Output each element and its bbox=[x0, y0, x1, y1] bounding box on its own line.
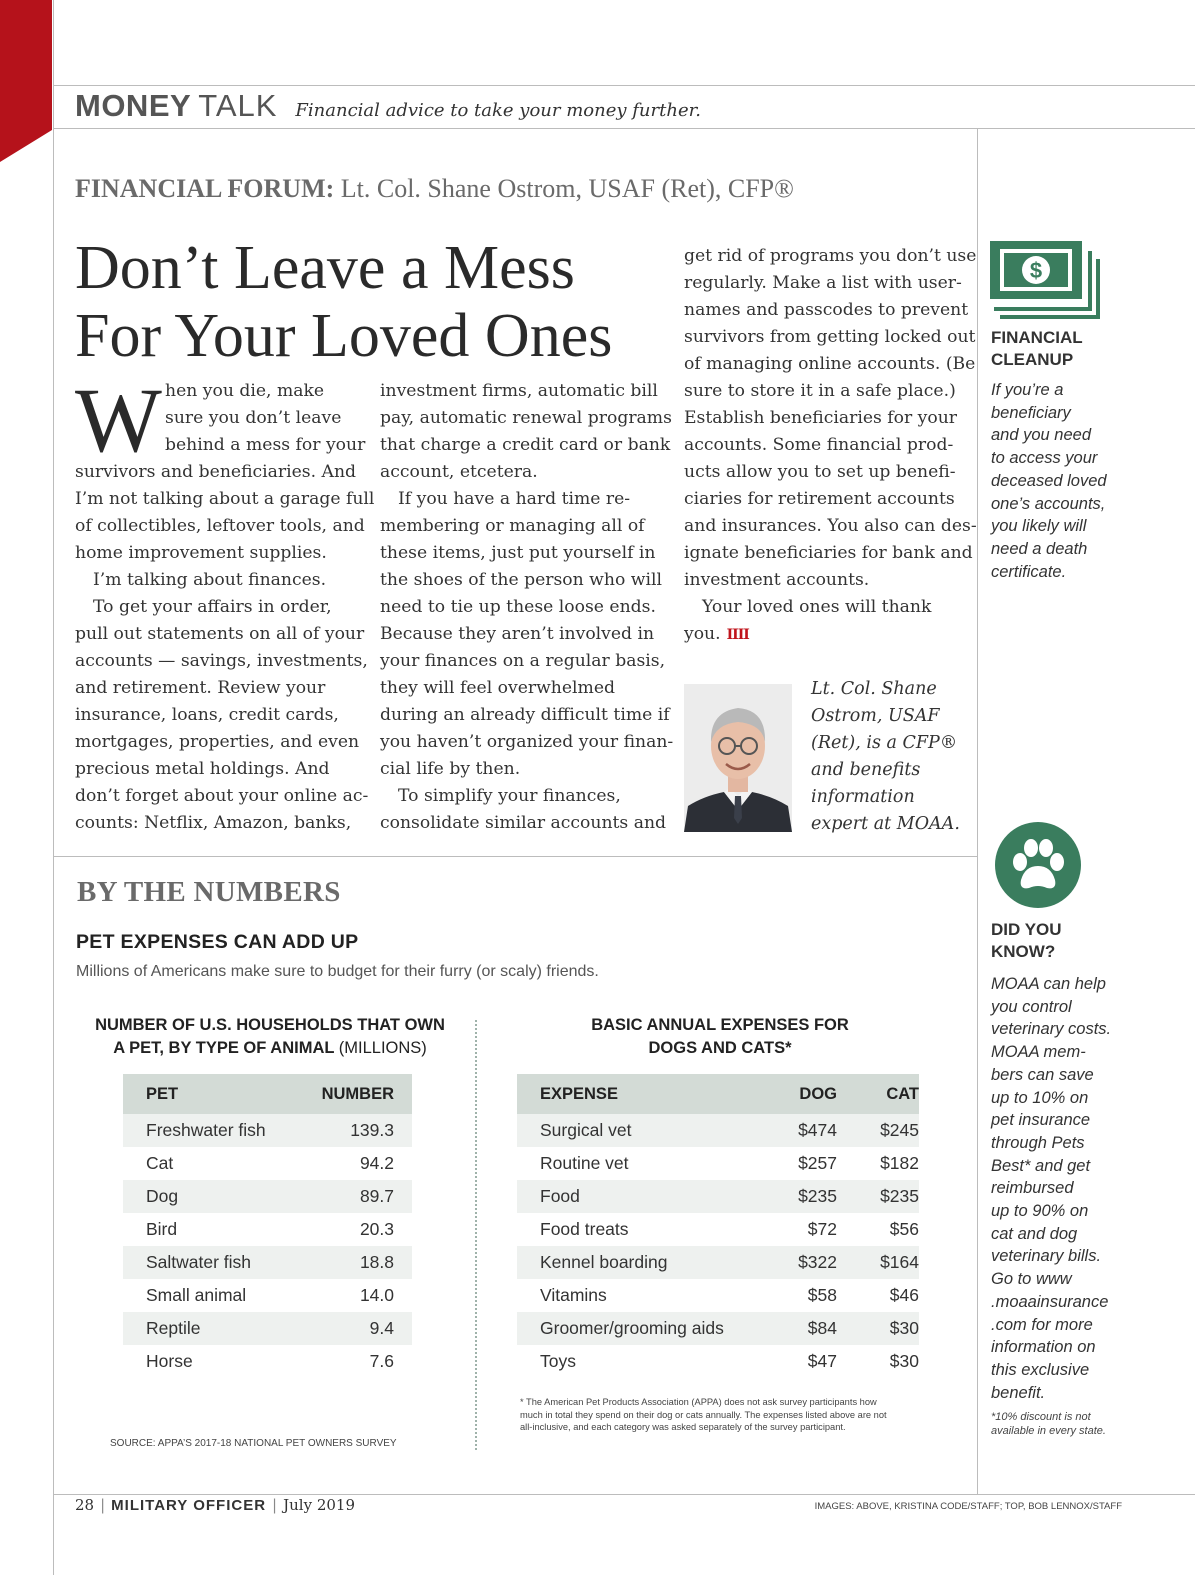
author-bio bbox=[811, 676, 960, 838]
table-cell: 89.7 bbox=[359, 1186, 394, 1206]
table-row bbox=[517, 1213, 919, 1246]
article-line: accounts — savings, investments, bbox=[75, 651, 368, 671]
article-line: Establish beneficiaries for your bbox=[684, 408, 958, 428]
footnote-line: much in total they spend on their dog or cats annually. The expenses listed above are not bbox=[520, 1409, 887, 1420]
section-header bbox=[75, 88, 701, 128]
did-you-know-body-line: reimbursed bbox=[991, 1179, 1074, 1198]
cleanup-body-line: certificate. bbox=[991, 562, 1067, 581]
table-cell: Reptile bbox=[146, 1318, 201, 1338]
article-line: ignate beneficiaries for bank and bbox=[684, 543, 973, 563]
did-you-know-body-line: this exclusive bbox=[991, 1360, 1090, 1379]
article-line: investment firms, automatic bill bbox=[380, 381, 658, 401]
article-column-2 bbox=[380, 378, 674, 837]
article-line: your finances on a regular basis, bbox=[380, 651, 666, 671]
article-line: sure to store it in a safe place.) bbox=[684, 381, 956, 401]
article-line: I’m talking about finances. bbox=[93, 570, 327, 590]
table-row bbox=[517, 1114, 919, 1147]
author-bio-line: information bbox=[811, 787, 915, 807]
byline-label: FINANCIAL FORUM: bbox=[75, 174, 335, 203]
article-title-line: Don’t Leave a Mess bbox=[75, 234, 575, 302]
author-bio-line: expert at MOAA. bbox=[811, 814, 960, 834]
households-title-line: NUMBER OF U.S. HOUSEHOLDS THAT OWN bbox=[95, 1016, 445, 1034]
did-you-know-body-line: benefit. bbox=[991, 1383, 1046, 1402]
infographic-title: PET EXPENSES CAN ADD UP bbox=[76, 931, 359, 953]
sidebar-rule bbox=[977, 128, 978, 1494]
did-you-know-heading-line: DID YOU bbox=[991, 920, 1062, 939]
article-line: ciaries for retirement accounts bbox=[684, 489, 955, 509]
header-bottom-rule bbox=[53, 128, 1195, 129]
did-you-know-body-line: Go to www bbox=[991, 1270, 1072, 1289]
did-you-know-note-line: available in every state. bbox=[991, 1425, 1106, 1438]
article-bottom-rule bbox=[53, 856, 977, 857]
did-you-know-body-line: information on bbox=[991, 1338, 1096, 1357]
table-cell: $46 bbox=[889, 1285, 919, 1305]
table-cell: $245 bbox=[880, 1120, 919, 1140]
table-cell: Routine vet bbox=[540, 1153, 629, 1173]
article-line: insurance, loans, credit cards, bbox=[75, 705, 339, 725]
did-you-know-body-line: up to 90% on bbox=[991, 1202, 1089, 1221]
did-you-know-body-line: veterinary bills. bbox=[991, 1247, 1102, 1266]
did-you-know-body-line: cat and dog bbox=[991, 1224, 1078, 1243]
table-cell: Saltwater fish bbox=[146, 1252, 252, 1272]
section-title-light: TALK bbox=[198, 88, 278, 123]
table-cell: $47 bbox=[807, 1351, 837, 1371]
article-column-1 bbox=[75, 369, 375, 837]
did-you-know-body-line: pet insurance bbox=[991, 1111, 1091, 1130]
table-cell: $235 bbox=[880, 1186, 919, 1206]
table-cell: Horse bbox=[146, 1351, 193, 1371]
article-line: home improvement supplies. bbox=[75, 543, 327, 563]
article-line: during an already difficult time if bbox=[380, 705, 670, 725]
article-line: behind a mess for your bbox=[165, 435, 366, 455]
article-line: you haven’t organized your finan- bbox=[380, 732, 674, 752]
did-you-know-heading-line: KNOW? bbox=[991, 942, 1056, 961]
did-you-know-body-line: through Pets bbox=[991, 1133, 1085, 1152]
cleanup-body-line: need a death bbox=[991, 539, 1088, 558]
cleanup-sidebar bbox=[991, 327, 1107, 583]
article-line: Because they aren’t involved in bbox=[380, 624, 655, 644]
article-line: account, etcetera. bbox=[380, 462, 538, 482]
article-line: sure you don’t leave bbox=[165, 408, 342, 428]
did-you-know-heading bbox=[991, 919, 1111, 963]
cleanup-body-line: deceased loved bbox=[991, 471, 1107, 490]
article-line: accounts. Some financial prod- bbox=[684, 435, 954, 455]
article-line: counts: Netflix, Amazon, banks, bbox=[75, 813, 352, 833]
article-line: don’t forget about your online ac- bbox=[75, 786, 369, 806]
did-you-know-note-line: *10% discount is not bbox=[991, 1411, 1091, 1424]
section-title-bold: MONEY bbox=[75, 88, 192, 123]
table-row bbox=[517, 1246, 919, 1279]
table-cell: $322 bbox=[798, 1252, 837, 1272]
table-row bbox=[123, 1345, 412, 1378]
table-cell: Toys bbox=[540, 1351, 576, 1371]
footer-rule bbox=[53, 1494, 1195, 1495]
expenses-title-line: BASIC ANNUAL EXPENSES FOR bbox=[591, 1016, 849, 1034]
article-line: pay, automatic renewal programs bbox=[380, 408, 672, 428]
did-you-know-sidebar bbox=[991, 919, 1111, 1438]
money-stack-icon bbox=[988, 239, 1108, 323]
article-line: and insurances. You also can des- bbox=[684, 516, 977, 536]
article-line: get rid of programs you don’t use bbox=[684, 246, 977, 266]
article-line: of managing online accounts. (Be bbox=[684, 354, 976, 374]
expenses-title-line: DOGS AND CATS* bbox=[648, 1039, 792, 1057]
cleanup-heading-line: CLEANUP bbox=[991, 350, 1074, 369]
article-line: these items, just put yourself in bbox=[380, 543, 656, 563]
did-you-know-body bbox=[991, 973, 1111, 1404]
table-header-row bbox=[123, 1074, 412, 1114]
article-line: survivors from getting locked out bbox=[684, 327, 976, 347]
image-credits: IMAGES: ABOVE, KRISTINA CODE/STAFF; TOP, BOB LENNOX/STAFF bbox=[814, 1501, 1122, 1512]
table-body bbox=[517, 1114, 919, 1378]
by-the-numbers-heading: BY THE NUMBERS bbox=[77, 876, 341, 908]
article-line: the shoes of the person who will bbox=[380, 570, 662, 590]
did-you-know-body-line: .com for more bbox=[991, 1315, 1093, 1334]
author-portrait-icon bbox=[684, 684, 792, 832]
table-cell: 20.3 bbox=[359, 1219, 394, 1239]
did-you-know-body-line: MOAA can help bbox=[991, 975, 1106, 993]
page-footer: 28 | MILITARY OFFICER | July 2019 bbox=[75, 1496, 355, 1514]
issue-date: July 2019 bbox=[283, 1496, 355, 1514]
article-line: mortgages, properties, and even bbox=[75, 732, 360, 752]
cleanup-body bbox=[991, 379, 1107, 583]
table-row bbox=[517, 1345, 919, 1378]
article-line: survivors and beneficiaries. And bbox=[75, 462, 357, 482]
did-you-know-body-line: Best* and get bbox=[991, 1156, 1091, 1175]
table-cell: Cat bbox=[146, 1153, 174, 1173]
table-cell: Vitamins bbox=[540, 1285, 607, 1305]
did-you-know-body-line: you control bbox=[991, 997, 1072, 1016]
expenses-table bbox=[517, 1074, 919, 1378]
infographic-intro: Millions of Americans make sure to budget for their furry (or scaly) friends. bbox=[76, 963, 599, 980]
table-row bbox=[123, 1279, 412, 1312]
publication-name: MILITARY OFFICER bbox=[111, 1497, 267, 1514]
article-line: I’m not talking about a garage full bbox=[75, 489, 375, 509]
article-line: If you have a hard time re- bbox=[398, 489, 631, 509]
article-line: To simplify your finances, bbox=[398, 786, 621, 806]
expenses-table-title bbox=[520, 1014, 920, 1060]
article-line: consolidate similar accounts and bbox=[380, 813, 667, 833]
svg-text:$: $ bbox=[1029, 258, 1043, 283]
article-line: Your loved ones will thank bbox=[702, 597, 932, 617]
table-header-row bbox=[517, 1074, 919, 1114]
did-you-know-body-line: bers can save bbox=[991, 1065, 1094, 1084]
cleanup-body-line: beneficiary bbox=[991, 403, 1071, 422]
article-line: To get your affairs in order, bbox=[93, 597, 332, 617]
table-row bbox=[517, 1180, 919, 1213]
cleanup-body-line: you likely will bbox=[991, 517, 1087, 536]
footnote-line: * The American Pet Products Association (APPA) does not ask survey participants how bbox=[520, 1397, 877, 1407]
header-top-rule bbox=[53, 85, 1195, 86]
cleanup-body-line: and you need bbox=[991, 426, 1092, 445]
table-cell: Dog bbox=[146, 1186, 179, 1206]
article-line: that charge a credit card or bank bbox=[380, 435, 671, 455]
article-line: they will feel overwhelmed bbox=[380, 678, 616, 698]
table-cell: 139.3 bbox=[350, 1120, 394, 1140]
table-header-cell: CAT bbox=[886, 1084, 919, 1103]
households-table-title bbox=[80, 1014, 460, 1060]
table-cell: Small animal bbox=[146, 1285, 247, 1305]
table-row bbox=[123, 1147, 412, 1180]
table-cell: Bird bbox=[146, 1219, 178, 1239]
byline-author: Lt. Col. Shane Ostrom, USAF (Ret), CFP® bbox=[340, 174, 794, 203]
table-row bbox=[123, 1114, 412, 1147]
households-title-line bbox=[80, 1037, 460, 1060]
article-line: membering or managing all of bbox=[380, 516, 645, 536]
table-cell: $182 bbox=[880, 1153, 919, 1173]
section-color-tab bbox=[0, 0, 52, 162]
table-cell: Groomer/grooming aids bbox=[540, 1318, 724, 1338]
table-row bbox=[517, 1312, 919, 1345]
cleanup-body-line: one’s accounts, bbox=[991, 494, 1106, 513]
table-cell: $474 bbox=[798, 1120, 837, 1140]
article-title bbox=[75, 234, 675, 370]
cleanup-heading bbox=[991, 327, 1107, 371]
did-you-know-body-line: veterinary costs. bbox=[991, 1020, 1112, 1039]
cleanup-body-line: If you’re a bbox=[991, 381, 1064, 399]
table-body bbox=[123, 1114, 412, 1378]
article-line: and retirement. Review your bbox=[75, 678, 326, 698]
table-cell: 7.6 bbox=[369, 1351, 394, 1371]
table-cell: Freshwater fish bbox=[146, 1120, 266, 1140]
article-line: regularly. Make a list with user- bbox=[684, 273, 962, 293]
footnote-line: all-inclusive, and each category was asked separately of the survey participant. bbox=[520, 1422, 846, 1432]
did-you-know-body-line: .moaainsurance bbox=[991, 1292, 1109, 1311]
author-bio-line: Lt. Col. Shane bbox=[811, 679, 937, 699]
households-title-units: (MILLIONS) bbox=[338, 1039, 427, 1057]
table-cell: $58 bbox=[807, 1285, 837, 1305]
drop-cap: W bbox=[75, 369, 162, 471]
author-bio-line: (Ret), is a CFP® bbox=[811, 733, 958, 753]
table-cell: 18.8 bbox=[359, 1252, 394, 1272]
article-line: cial life by then. bbox=[380, 759, 521, 779]
table-header-cell: NUMBER bbox=[321, 1084, 394, 1103]
article-line: hen you die, make bbox=[165, 381, 325, 401]
table-source: SOURCE: APPA’S 2017-18 NATIONAL PET OWNERS SURVEY bbox=[110, 1438, 397, 1449]
table-cell: $257 bbox=[798, 1153, 837, 1173]
table-row bbox=[123, 1180, 412, 1213]
table-divider bbox=[475, 1020, 477, 1450]
table-cell: Kennel boarding bbox=[540, 1252, 668, 1272]
table-cell: Food treats bbox=[540, 1219, 629, 1239]
paw-print-icon bbox=[993, 820, 1083, 914]
table-header-cell: EXPENSE bbox=[540, 1084, 618, 1103]
table-cell: Surgical vet bbox=[540, 1120, 632, 1140]
article-line: names and passcodes to prevent bbox=[684, 300, 969, 320]
did-you-know-footnote bbox=[991, 1410, 1111, 1438]
table-row bbox=[123, 1312, 412, 1345]
byline bbox=[75, 174, 794, 204]
table-header-cell: PET bbox=[146, 1084, 179, 1103]
end-mark-icon: IIII bbox=[726, 627, 749, 643]
table-cell: $56 bbox=[889, 1219, 919, 1239]
author-bio-line: and benefits bbox=[811, 760, 921, 780]
article-line: need to tie up these loose ends. bbox=[380, 597, 656, 617]
table-cell: $164 bbox=[880, 1252, 919, 1272]
article-line: investment accounts. bbox=[684, 570, 870, 590]
table-cell: Food bbox=[540, 1186, 580, 1206]
table-cell: 14.0 bbox=[359, 1285, 394, 1305]
article-line: ucts allow you to set up benefi- bbox=[684, 462, 956, 482]
table-header-cell: DOG bbox=[799, 1084, 837, 1103]
households-title-text: A PET, BY TYPE OF ANIMAL bbox=[113, 1039, 335, 1057]
table-cell: 94.2 bbox=[359, 1153, 394, 1173]
article-column-3 bbox=[684, 243, 977, 649]
table-row bbox=[517, 1147, 919, 1180]
cleanup-heading-line: FINANCIAL bbox=[991, 328, 1083, 347]
expenses-footnote bbox=[520, 1396, 887, 1434]
table-cell: $235 bbox=[798, 1186, 837, 1206]
section-tagline: Financial advice to take your money further. bbox=[295, 100, 701, 121]
table-cell: $72 bbox=[807, 1219, 837, 1239]
cleanup-body-line: to access your bbox=[991, 449, 1098, 468]
article-line: precious metal holdings. And bbox=[75, 759, 330, 779]
did-you-know-body-line: MOAA mem- bbox=[991, 1043, 1086, 1062]
page-margin-rule bbox=[53, 0, 54, 1575]
article-line: you. IIII bbox=[684, 621, 974, 649]
author-bio-line: Ostrom, USAF bbox=[811, 706, 940, 726]
did-you-know-body-line: up to 10% on bbox=[991, 1088, 1089, 1107]
article-title-line: For Your Loved Ones bbox=[75, 302, 613, 370]
article-line: of collectibles, leftover tools, and bbox=[75, 516, 365, 536]
table-row bbox=[517, 1279, 919, 1312]
table-row bbox=[123, 1246, 412, 1279]
author-photo bbox=[684, 684, 792, 832]
table-cell: $30 bbox=[889, 1351, 919, 1371]
table-cell: 9.4 bbox=[369, 1318, 394, 1338]
table-row bbox=[123, 1213, 412, 1246]
article-line: pull out statements on all of your bbox=[75, 624, 365, 644]
page-number: 28 bbox=[75, 1496, 95, 1514]
table-cell: $84 bbox=[807, 1318, 837, 1338]
table-cell: $30 bbox=[889, 1318, 919, 1338]
households-table bbox=[123, 1074, 412, 1378]
